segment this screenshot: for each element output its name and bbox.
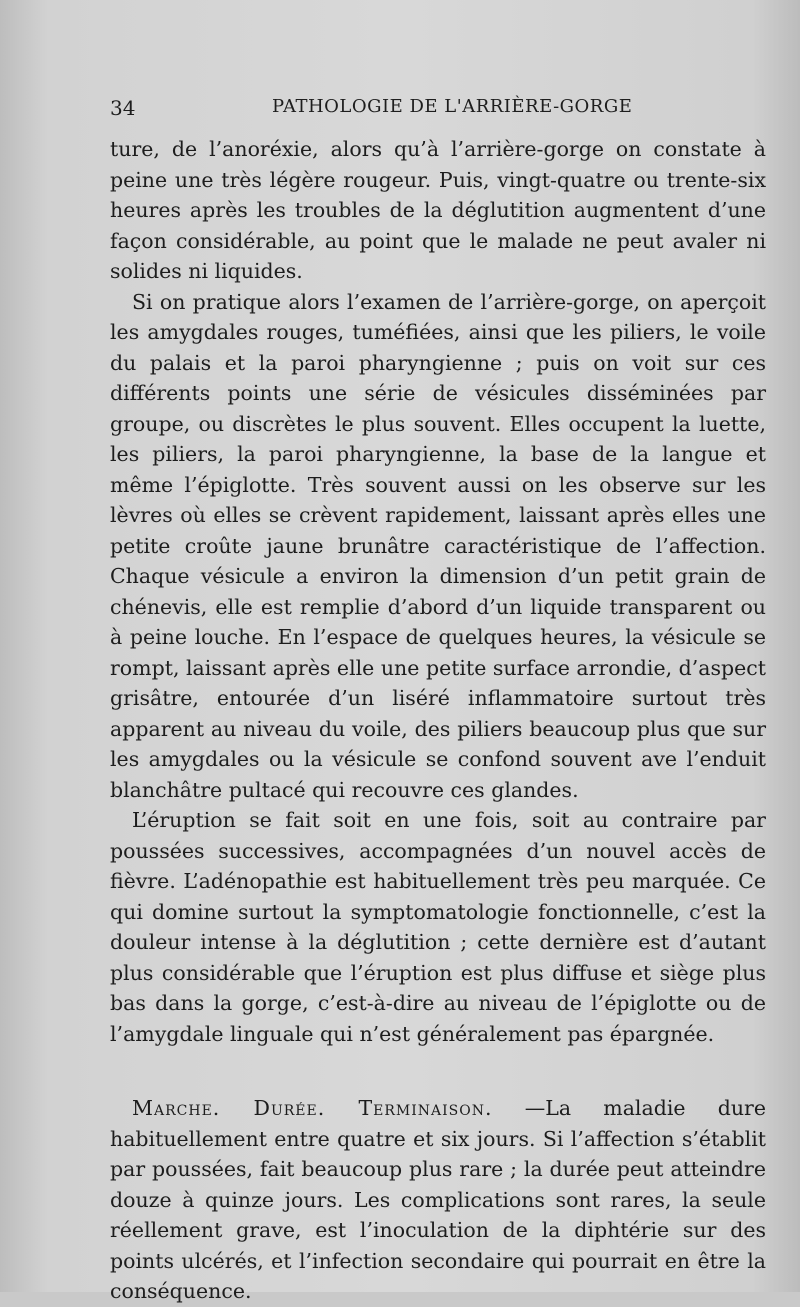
page-number: 34 — [110, 96, 136, 120]
section-marche-duree-terminaison — [110, 1093, 766, 1307]
section-dash: — — [492, 1096, 546, 1120]
paragraph-continuation: ture, de l’anoréxie, alors qu’à l’arrière-gorge on constate à peine une très légère rougeur. Puis, vingt-quatre ou trente-six heures après les troubles de la déglutition augmentent d’une façon considérable, au point que le malade ne peut avaler ni solides ni liquides. — [110, 137, 766, 283]
paragraph-eruption: L’éruption se fait soit en une fois, soit au contraire par poussées successives, accompagnées d’un nouvel accès de fièvre. L’adénopathie est habituellement très peu marquée. Ce qui domine surtout la symptomatologie fonctionnelle, c’est la douleur intense à la déglutition ; cette dernière est d’autant plus considérable que l’éruption est plus diffuse et siège plus bas dans la gorge, c’est-à-dire au niveau de l’épiglotte ou de l’amygdale linguale qui n’est généralement pas épargnée. — [110, 808, 766, 1046]
page-header — [110, 96, 766, 124]
section-heading: Marche. Durée. Terminaison. — [132, 1096, 493, 1120]
section-text: La maladie dure habituellement entre quatre et six jours. Si l’affection s’établit par poussées, fait beaucoup plus rare ; la durée peut atteindre douze à quinze jours. Les complications sont rares, la seule réellement grave, est l’inoculation de la diphtérie sur des points ulcérés, et l’infection secondaire qui pourrait en être la conséquence. — [110, 1096, 766, 1303]
running-head: PATHOLOGIE DE L'ARRIÈRE-GORGE — [272, 96, 633, 117]
paragraph-examen: Si on pratique alors l’examen de l’arrière-gorge, on aperçoit les amygdales rouges, tuméfiées, ainsi que les piliers, le voile du palais et la paroi pharyngienne ; puis on voit sur ces différents points une série de vésicules disséminées par groupe, ou discrètes le plus souvent. Elles occupent la luette, les piliers, la paroi pharyngienne, la base de la langue et même l’épiglotte. Très souvent aussi on les observe sur les lèvres où elles se crèvent rapidement, laissant après elles une petite croûte jaune brunâtre caractéristique de l’affection. Chaque vésicule a environ la dimension d’un petit grain de chénevis, elle est remplie d’abord d’un liquide transparent ou à peine louche. En l’espace de quelques heures, la vésicule se rompt, laissant après elle une petite surface arrondie, d’aspect grisâtre, entourée d’un liséré inflammatoire surtout très apparent au niveau du voile, des piliers beaucoup plus que sur les amygdales ou la vésicule se confond souvent ave l’enduit blanchâtre pultacé qui recouvre ces glandes. — [110, 289, 766, 802]
page-body — [110, 134, 766, 1307]
